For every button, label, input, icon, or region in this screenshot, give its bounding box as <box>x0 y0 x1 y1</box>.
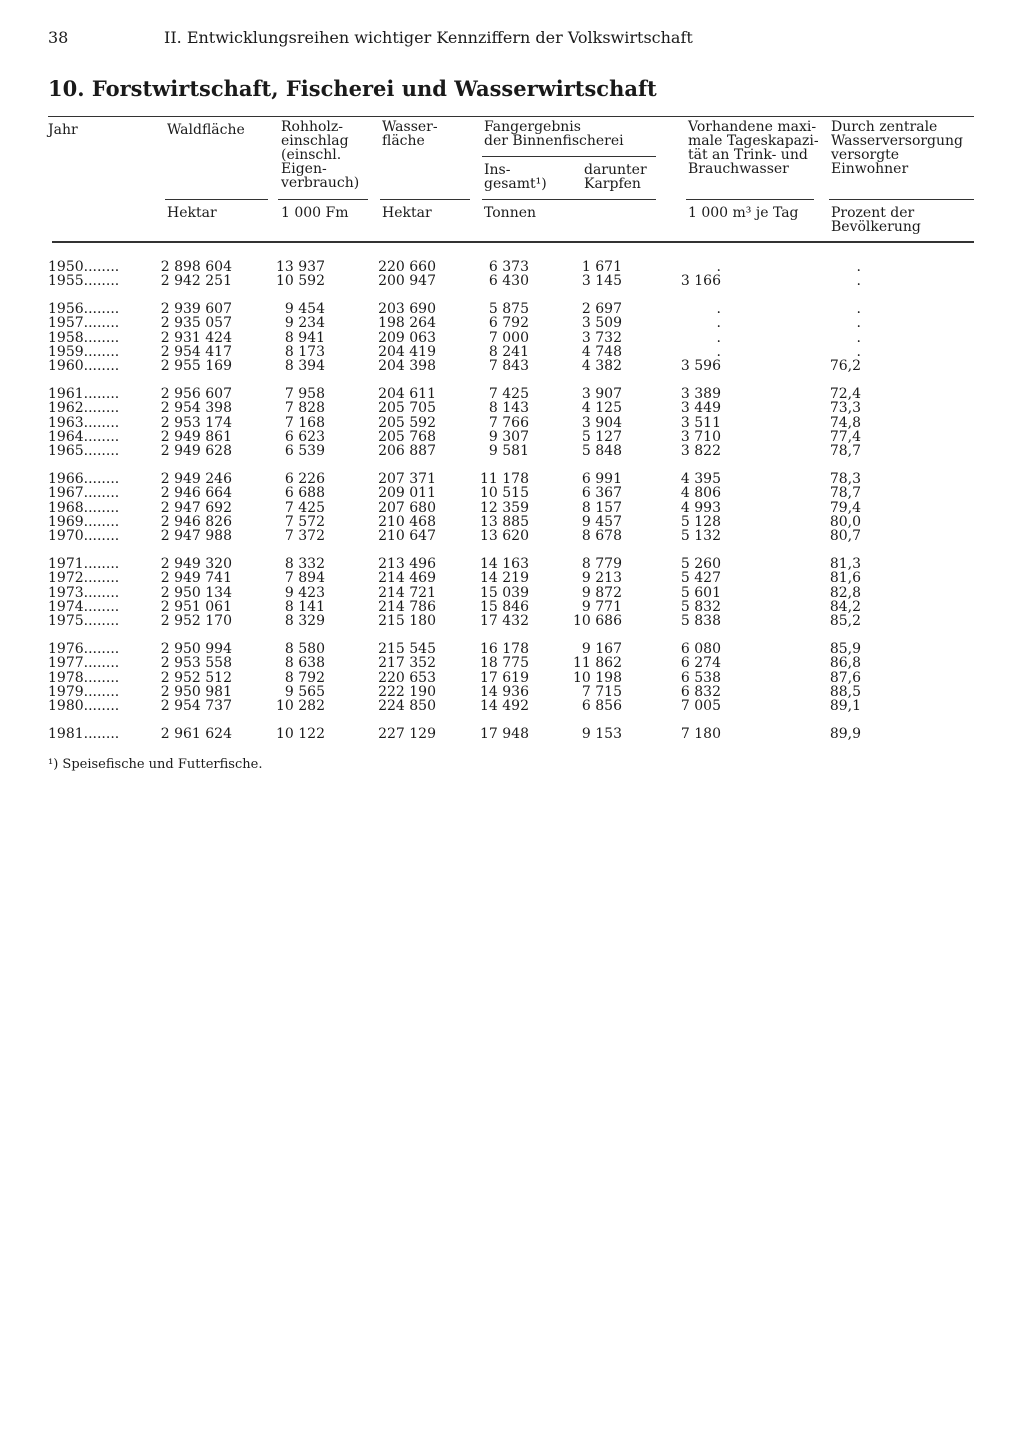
cell-trinkwasser: 4 806 <box>680 485 721 502</box>
cell-jahr: 1957........ <box>48 315 120 332</box>
cell-jahr: 1961........ <box>48 385 120 402</box>
cell-wasserflaeche: 220 660 <box>378 259 436 275</box>
cell-rohholz: 7 828 <box>284 400 325 417</box>
cell-jahr: 1973........ <box>48 584 120 601</box>
cell-wasserflaeche: 209 011 <box>378 485 436 502</box>
unit-waldflaeche: Hektar <box>167 205 217 221</box>
cell-jahr: 1971........ <box>48 555 120 572</box>
cell-waldflaeche: 2 961 624 <box>160 725 232 742</box>
cell-jahr: 1977........ <box>48 655 120 672</box>
cell-karpfen: 11 862 <box>573 655 622 672</box>
cell-wasserflaeche: 220 653 <box>378 669 436 686</box>
cell-jahr: 1959........ <box>48 344 120 360</box>
cell-karpfen: 6 856 <box>581 698 622 715</box>
table-row <box>48 359 978 374</box>
cell-insgesamt: 5 875 <box>488 300 529 317</box>
cell-karpfen: 9 153 <box>581 725 622 742</box>
cell-trinkwasser: . <box>716 259 721 275</box>
cell-rohholz: 9 234 <box>284 315 325 332</box>
cell-rohholz: 10 122 <box>276 725 325 742</box>
cell-jahr: 1966........ <box>48 470 120 487</box>
cell-waldflaeche: 2 954 737 <box>160 698 232 715</box>
cell-waldflaeche: 2 950 981 <box>160 684 232 700</box>
cell-rohholz: 13 937 <box>276 259 325 275</box>
cell-rohholz: 8 792 <box>284 669 325 686</box>
cell-insgesamt: 12 359 <box>480 499 529 516</box>
cell-waldflaeche: 2 946 664 <box>160 485 232 502</box>
cell-jahr: 1965........ <box>48 443 120 460</box>
cell-rohholz: 8 638 <box>284 655 325 672</box>
cell-jahr: 1950........ <box>48 259 120 275</box>
cell-jahr: 1979........ <box>48 684 120 700</box>
cell-einwohner: 73,3 <box>829 400 861 417</box>
cell-waldflaeche: 2 946 826 <box>160 514 232 530</box>
cell-karpfen: 10 198 <box>573 669 622 686</box>
col-header-jahr: Jahr <box>48 122 78 138</box>
table-row <box>48 571 978 586</box>
cell-insgesamt: 10 515 <box>480 485 529 502</box>
col-header-rohholz: Rohholz- einschlag (einschl. Eigen- verbrauch) <box>281 119 360 191</box>
cell-jahr: 1964........ <box>48 429 120 445</box>
unit-fischerei: Tonnen <box>484 205 537 221</box>
table-row <box>48 656 978 671</box>
cell-insgesamt: 8 241 <box>488 344 529 360</box>
cell-rohholz: 10 282 <box>276 698 325 715</box>
cell-rohholz: 8 580 <box>284 640 325 657</box>
cell-karpfen: 8 779 <box>581 555 622 572</box>
cell-waldflaeche: 2 950 994 <box>160 640 232 657</box>
cell-trinkwasser: 7 005 <box>680 698 721 715</box>
cell-jahr: 1955........ <box>48 273 120 290</box>
cell-wasserflaeche: 205 592 <box>378 414 436 431</box>
cell-rohholz: 7 572 <box>284 514 325 530</box>
cell-karpfen: 8 157 <box>581 499 622 516</box>
cell-trinkwasser: 5 601 <box>680 584 721 601</box>
cell-insgesamt: 6 373 <box>488 259 529 275</box>
cell-einwohner: . <box>856 300 861 317</box>
cell-einwohner: 86,8 <box>829 655 861 672</box>
cell-rohholz: 9 454 <box>284 300 325 317</box>
cell-rohholz: 8 332 <box>284 555 325 572</box>
cell-einwohner: 78,3 <box>829 470 861 487</box>
cell-karpfen: 1 671 <box>581 259 622 275</box>
cell-waldflaeche: 2 951 061 <box>160 599 232 615</box>
cell-jahr: 1981........ <box>48 725 120 742</box>
cell-einwohner: 85,9 <box>829 640 861 657</box>
cell-trinkwasser: . <box>716 344 721 360</box>
cell-trinkwasser: . <box>716 329 721 346</box>
cell-jahr: 1968........ <box>48 499 120 516</box>
cell-jahr: 1963........ <box>48 414 120 431</box>
cell-insgesamt: 17 948 <box>480 725 529 742</box>
cell-karpfen: 9 771 <box>581 599 622 615</box>
cell-karpfen: 2 697 <box>581 300 622 317</box>
cell-jahr: 1969........ <box>48 514 120 530</box>
cell-karpfen: 3 732 <box>581 329 622 346</box>
cell-insgesamt: 14 219 <box>480 570 529 587</box>
running-header: II. Entwicklungsreihen wichtiger Kennziffern der Volkswirtschaft <box>164 28 693 47</box>
cell-einwohner: 81,6 <box>829 570 861 587</box>
cell-wasserflaeche: 227 129 <box>378 725 436 742</box>
cell-trinkwasser: 5 128 <box>680 514 721 530</box>
cell-trinkwasser: 5 132 <box>680 528 721 545</box>
cell-wasserflaeche: 205 705 <box>378 400 436 417</box>
cell-insgesamt: 14 492 <box>480 698 529 715</box>
cell-einwohner: 88,5 <box>829 684 861 700</box>
cell-wasserflaeche: 217 352 <box>378 655 436 672</box>
page-number: 38 <box>48 28 69 47</box>
header-top-rule <box>48 116 974 117</box>
cell-insgesamt: 9 581 <box>488 443 529 460</box>
cell-wasserflaeche: 204 398 <box>378 358 436 375</box>
col-header-waldflaeche: Waldfläche <box>167 122 245 138</box>
cell-waldflaeche: 2 952 512 <box>160 669 232 686</box>
cell-wasserflaeche: 207 680 <box>378 499 436 516</box>
cell-karpfen: 4 748 <box>581 344 622 360</box>
cell-rohholz: 8 173 <box>284 344 325 360</box>
cell-rohholz: 9 565 <box>284 684 325 700</box>
cell-wasserflaeche: 198 264 <box>378 315 436 332</box>
cell-jahr: 1972........ <box>48 570 120 587</box>
col-header-insgesamt: Ins- gesamt¹) <box>484 162 547 192</box>
cell-jahr: 1960........ <box>48 358 120 375</box>
cell-waldflaeche: 2 950 134 <box>160 584 232 601</box>
cell-karpfen: 3 907 <box>581 385 622 402</box>
units-rule-4 <box>482 199 656 200</box>
fangergebnis-rule <box>482 156 656 157</box>
cell-jahr: 1978........ <box>48 669 120 686</box>
cell-rohholz: 8 329 <box>284 613 325 630</box>
table-row <box>48 444 978 459</box>
cell-trinkwasser: 5 832 <box>680 599 721 615</box>
cell-wasserflaeche: 215 545 <box>378 640 436 657</box>
cell-insgesamt: 9 307 <box>488 429 529 445</box>
cell-trinkwasser: 5 260 <box>680 555 721 572</box>
units-rule-3 <box>380 199 470 200</box>
cell-trinkwasser: 3 449 <box>680 400 721 417</box>
unit-trinkwasser: 1 000 m³ je Tag <box>688 205 799 221</box>
cell-insgesamt: 16 178 <box>480 640 529 657</box>
cell-jahr: 1974........ <box>48 599 120 615</box>
cell-jahr: 1975........ <box>48 613 120 630</box>
cell-rohholz: 6 623 <box>284 429 325 445</box>
cell-rohholz: 10 592 <box>276 273 325 290</box>
table-row <box>48 274 978 289</box>
cell-trinkwasser: 4 993 <box>680 499 721 516</box>
cell-einwohner: 81,3 <box>829 555 861 572</box>
cell-wasserflaeche: 210 468 <box>378 514 436 530</box>
cell-rohholz: 8 941 <box>284 329 325 346</box>
units-rule-5 <box>686 199 814 200</box>
units-rule-2 <box>278 199 368 200</box>
cell-karpfen: 5 127 <box>581 429 622 445</box>
cell-insgesamt: 14 936 <box>480 684 529 700</box>
cell-insgesamt: 17 432 <box>480 613 529 630</box>
cell-einwohner: 89,1 <box>829 698 861 715</box>
cell-trinkwasser: 3 822 <box>680 443 721 460</box>
cell-einwohner: 77,4 <box>829 429 861 445</box>
cell-wasserflaeche: 210 647 <box>378 528 436 545</box>
cell-einwohner: 78,7 <box>829 443 861 460</box>
cell-waldflaeche: 2 955 169 <box>160 358 232 375</box>
cell-waldflaeche: 2 949 320 <box>160 555 232 572</box>
cell-trinkwasser: 6 538 <box>680 669 721 686</box>
table-row <box>48 486 978 501</box>
units-rule-6 <box>829 199 974 200</box>
cell-waldflaeche: 2 942 251 <box>160 273 232 290</box>
cell-waldflaeche: 2 939 607 <box>160 300 232 317</box>
col-header-fangergebnis: Fangergebnis der Binnenfischerei <box>484 119 624 149</box>
table-row <box>48 401 978 416</box>
cell-jahr: 1976........ <box>48 640 120 657</box>
cell-insgesamt: 11 178 <box>480 470 529 487</box>
cell-jahr: 1970........ <box>48 528 120 545</box>
cell-waldflaeche: 2 898 604 <box>160 259 232 275</box>
cell-einwohner: . <box>856 273 861 290</box>
cell-trinkwasser: . <box>716 315 721 332</box>
cell-karpfen: 4 125 <box>581 400 622 417</box>
header-bottom-rule <box>52 241 974 243</box>
cell-rohholz: 7 894 <box>284 570 325 587</box>
col-header-karpfen: darunter Karpfen <box>584 162 647 192</box>
cell-wasserflaeche: 222 190 <box>378 684 436 700</box>
cell-einwohner: . <box>856 259 861 275</box>
cell-wasserflaeche: 224 850 <box>378 698 436 715</box>
cell-jahr: 1980........ <box>48 698 120 715</box>
cell-insgesamt: 6 792 <box>488 315 529 332</box>
cell-einwohner: 80,0 <box>829 514 861 530</box>
cell-waldflaeche: 2 949 741 <box>160 570 232 587</box>
table-row <box>48 316 978 331</box>
cell-karpfen: 3 145 <box>581 273 622 290</box>
cell-karpfen: 10 686 <box>573 613 622 630</box>
cell-waldflaeche: 2 949 246 <box>160 470 232 487</box>
cell-rohholz: 6 226 <box>284 470 325 487</box>
cell-einwohner: 82,8 <box>829 584 861 601</box>
cell-wasserflaeche: 213 496 <box>378 555 436 572</box>
cell-jahr: 1962........ <box>48 400 120 417</box>
cell-waldflaeche: 2 949 628 <box>160 443 232 460</box>
cell-wasserflaeche: 215 180 <box>378 613 436 630</box>
table-row <box>48 529 978 544</box>
cell-trinkwasser: 5 838 <box>680 613 721 630</box>
cell-waldflaeche: 2 952 170 <box>160 613 232 630</box>
cell-karpfen: 5 848 <box>581 443 622 460</box>
cell-trinkwasser: 3 710 <box>680 429 721 445</box>
col-header-einwohner: Durch zentrale Wasserversorgung versorgte Einwohner <box>831 119 964 177</box>
cell-wasserflaeche: 204 611 <box>378 385 436 402</box>
cell-rohholz: 8 141 <box>284 599 325 615</box>
cell-rohholz: 7 372 <box>284 528 325 545</box>
cell-trinkwasser: 6 832 <box>680 684 721 700</box>
cell-waldflaeche: 2 953 558 <box>160 655 232 672</box>
cell-trinkwasser: 5 427 <box>680 570 721 587</box>
unit-rohholz: 1 000 Fm <box>281 205 349 221</box>
cell-trinkwasser: 3 511 <box>680 414 721 431</box>
cell-insgesamt: 7 425 <box>488 385 529 402</box>
cell-insgesamt: 6 430 <box>488 273 529 290</box>
cell-wasserflaeche: 214 469 <box>378 570 436 587</box>
cell-insgesamt: 7 843 <box>488 358 529 375</box>
cell-karpfen: 7 715 <box>581 684 622 700</box>
cell-jahr: 1967........ <box>48 485 120 502</box>
cell-einwohner: 76,2 <box>829 358 861 375</box>
cell-rohholz: 6 688 <box>284 485 325 502</box>
cell-wasserflaeche: 209 063 <box>378 329 436 346</box>
cell-waldflaeche: 2 947 988 <box>160 528 232 545</box>
col-header-wasserflaeche: Wasser- fläche <box>382 119 438 149</box>
cell-wasserflaeche: 200 947 <box>378 273 436 290</box>
cell-insgesamt: 7 766 <box>488 414 529 431</box>
units-rule-1 <box>165 199 268 200</box>
cell-karpfen: 3 904 <box>581 414 622 431</box>
cell-waldflaeche: 2 954 398 <box>160 400 232 417</box>
cell-einwohner: 80,7 <box>829 528 861 545</box>
cell-trinkwasser: 6 274 <box>680 655 721 672</box>
cell-wasserflaeche: 214 786 <box>378 599 436 615</box>
cell-einwohner: 79,4 <box>829 499 861 516</box>
cell-wasserflaeche: 203 690 <box>378 300 436 317</box>
cell-rohholz: 7 168 <box>284 414 325 431</box>
cell-trinkwasser: . <box>716 300 721 317</box>
table-title: 10. Forstwirtschaft, Fischerei und Wasserwirtschaft <box>48 76 657 101</box>
cell-insgesamt: 8 143 <box>488 400 529 417</box>
cell-einwohner: 84,2 <box>829 599 861 615</box>
footnote: ¹) Speisefische und Futterfische. <box>48 757 263 772</box>
cell-trinkwasser: 3 596 <box>680 358 721 375</box>
cell-trinkwasser: 6 080 <box>680 640 721 657</box>
cell-einwohner: . <box>856 344 861 360</box>
cell-einwohner: 89,9 <box>829 725 861 742</box>
cell-einwohner: 87,6 <box>829 669 861 686</box>
cell-insgesamt: 13 885 <box>480 514 529 530</box>
cell-einwohner: . <box>856 315 861 332</box>
cell-wasserflaeche: 206 887 <box>378 443 436 460</box>
cell-waldflaeche: 2 956 607 <box>160 385 232 402</box>
cell-waldflaeche: 2 953 174 <box>160 414 232 431</box>
cell-karpfen: 3 509 <box>581 315 622 332</box>
cell-wasserflaeche: 214 721 <box>378 584 436 601</box>
cell-insgesamt: 17 619 <box>480 669 529 686</box>
cell-insgesamt: 15 039 <box>480 584 529 601</box>
cell-waldflaeche: 2 954 417 <box>160 344 232 360</box>
unit-einwohner: Prozent der Bevölkerung <box>831 205 921 235</box>
cell-einwohner: . <box>856 329 861 346</box>
cell-rohholz: 7 958 <box>284 385 325 402</box>
cell-jahr: 1958........ <box>48 329 120 346</box>
cell-karpfen: 9 457 <box>581 514 622 530</box>
cell-karpfen: 4 382 <box>581 358 622 375</box>
cell-wasserflaeche: 207 371 <box>378 470 436 487</box>
cell-wasserflaeche: 205 768 <box>378 429 436 445</box>
cell-insgesamt: 7 000 <box>488 329 529 346</box>
cell-trinkwasser: 3 166 <box>680 273 721 290</box>
cell-insgesamt: 15 846 <box>480 599 529 615</box>
cell-waldflaeche: 2 931 424 <box>160 329 232 346</box>
cell-karpfen: 9 213 <box>581 570 622 587</box>
cell-karpfen: 8 678 <box>581 528 622 545</box>
cell-rohholz: 7 425 <box>284 499 325 516</box>
cell-karpfen: 9 872 <box>581 584 622 601</box>
table-row <box>48 699 978 714</box>
unit-wasserflaeche: Hektar <box>382 205 432 221</box>
cell-karpfen: 6 367 <box>581 485 622 502</box>
table-row <box>48 727 978 742</box>
cell-karpfen: 9 167 <box>581 640 622 657</box>
col-header-trinkwasser: Vorhandene maxi- male Tageskapazi- tät an Trink- und Brauchwasser <box>688 119 819 177</box>
table-row <box>48 614 978 629</box>
cell-trinkwasser: 4 395 <box>680 470 721 487</box>
cell-waldflaeche: 2 947 692 <box>160 499 232 516</box>
cell-jahr: 1956........ <box>48 300 120 317</box>
cell-einwohner: 72,4 <box>829 385 861 402</box>
cell-wasserflaeche: 204 419 <box>378 344 436 360</box>
cell-insgesamt: 14 163 <box>480 555 529 572</box>
cell-insgesamt: 18 775 <box>480 655 529 672</box>
cell-waldflaeche: 2 935 057 <box>160 315 232 332</box>
cell-trinkwasser: 7 180 <box>680 725 721 742</box>
cell-karpfen: 6 991 <box>581 470 622 487</box>
cell-einwohner: 74,8 <box>829 414 861 431</box>
cell-einwohner: 85,2 <box>829 613 861 630</box>
cell-waldflaeche: 2 949 861 <box>160 429 232 445</box>
cell-insgesamt: 13 620 <box>480 528 529 545</box>
cell-trinkwasser: 3 389 <box>680 385 721 402</box>
cell-rohholz: 8 394 <box>284 358 325 375</box>
cell-rohholz: 9 423 <box>284 584 325 601</box>
cell-einwohner: 78,7 <box>829 485 861 502</box>
cell-rohholz: 6 539 <box>284 443 325 460</box>
